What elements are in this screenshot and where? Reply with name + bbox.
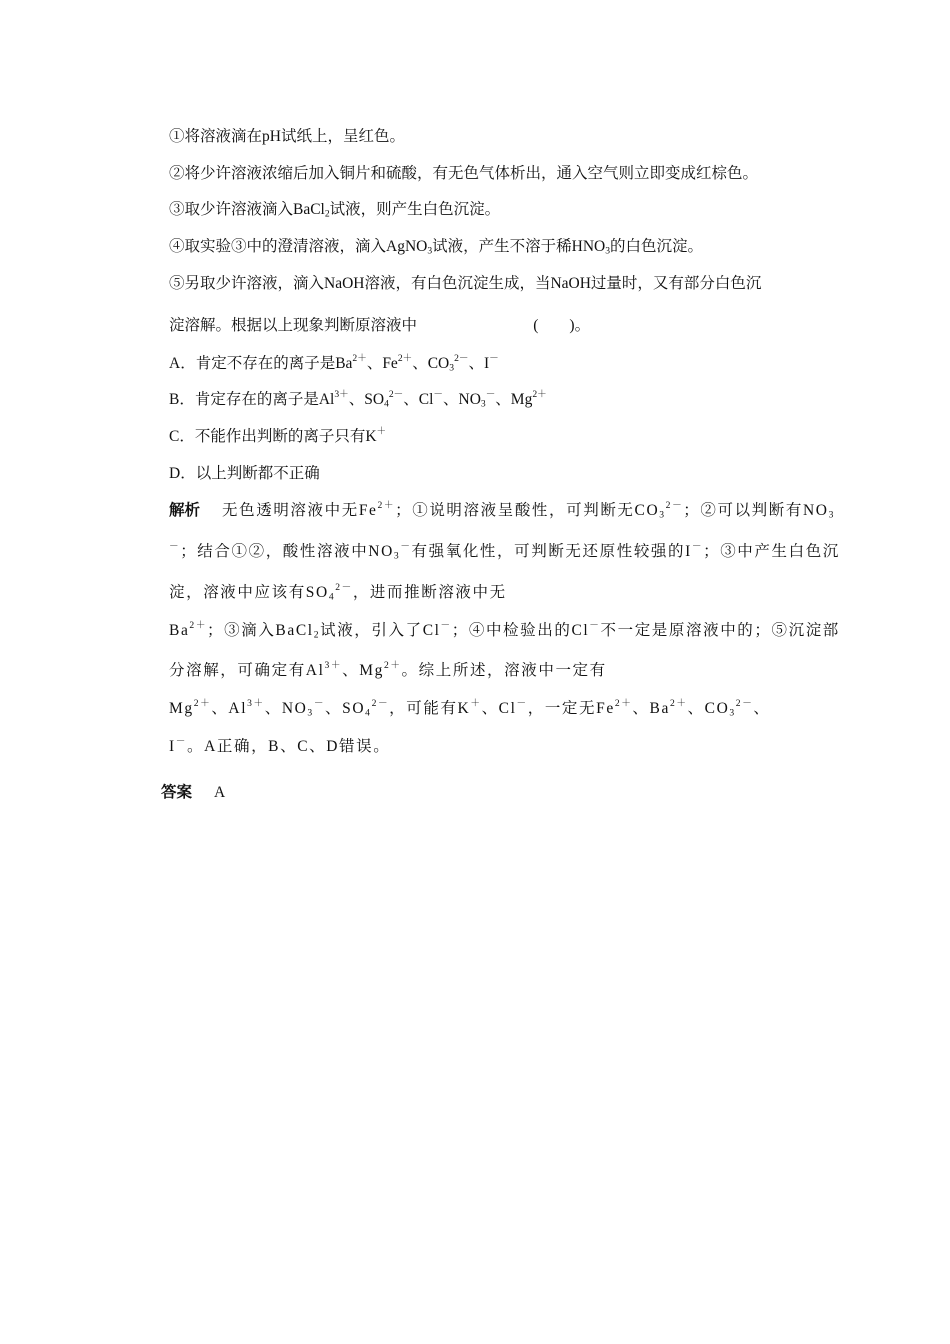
condition-5: ⑤另取少许溶液，滴入NaOH溶液，有白色沉淀生成，当NaOH过量时，又有部分白色沉: [169, 275, 762, 292]
option-a: A．肯定不存在的离子是$Ba^{2+}$、$Fe^{2+}$、$CO_3^{2-}$、I－: [169, 352, 499, 374]
analysis-label: 解析: [169, 502, 201, 519]
analysis-line-1: [169, 501, 835, 521]
condition-2: ②将少许溶液浓缩后加入铜片和硫酸，有无色气体析出，通入空气则立即变成红棕色。: [169, 165, 759, 182]
condition-1: ①将溶液滴在pH试纸上，呈红色。: [169, 128, 405, 145]
condition-3: ③取少许溶液滴入BaCl$_2$试液，则产生白色沉淀。: [169, 201, 501, 220]
option-c: C．不能作出判断的离子只有K＋: [169, 425, 387, 445]
option-b: B．肯定存在的离子是$Al^{3+}$、$SO_4^{2-}$、Cl－、$NO_3^-$、$Mg^{2+}$: [169, 388, 547, 410]
answer-label: 答案: [161, 784, 193, 801]
analysis-line-2: －；结合①②，酸性溶液中$NO_3^-$有强氧化性，可判断无还原性较强的I－；③中产生白色沉: [169, 540, 840, 562]
condition-4: ④取实验③中的澄清溶液，滴入AgNO$_3$试液，产生不溶于稀$HNO_3$的白色沉淀。: [169, 238, 704, 257]
analysis-line-6: $Mg^{2+}$、$Al^{3+}$、$NO_3^-$、$SO_4^{2-}$，可能有K＋、Cl－，一定无$Fe^{2+}$、$Ba^{2+}$、$CO_3^{2-}$、: [169, 697, 771, 719]
option-d: D．以上判断都不正确: [169, 465, 320, 482]
question-stem: 淀溶解。根据以上现象判断原溶液中 ( )。: [169, 317, 591, 334]
analysis-text-1: 无色透明溶液中无$Fe^{2+}$；①说明溶液呈酸性，可判断无$CO_3^{2-}$；②可以判断有$NO_3$: [222, 499, 835, 521]
analysis-line-7: I－。A正确，B、C、D错误。: [169, 735, 391, 755]
answer-line: [161, 783, 225, 803]
analysis-line-5: 分溶解，可确定有$Al^{3+}$、$Mg^{2+}$。综上所述，溶液中一定有: [169, 659, 607, 679]
analysis-line-4: $Ba^{2+}$；③滴入BaCl$_2$试液，引入了Cl－；④中检验出的Cl－不一定是原溶液中的；⑤沉淀部: [169, 619, 840, 641]
analysis-line-3: 淀，溶液中应该有$SO_4^{2-}$，进而推断溶液中无: [169, 581, 507, 603]
answer-value: A: [214, 784, 226, 801]
